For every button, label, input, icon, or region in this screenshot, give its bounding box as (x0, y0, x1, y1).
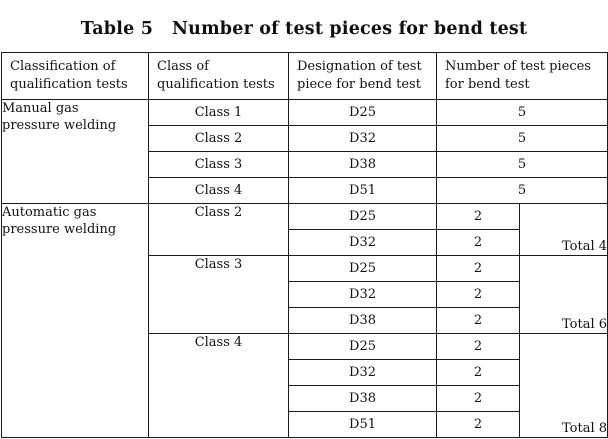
number-cell: 2 (437, 230, 520, 256)
designation-cell: D32 (289, 230, 437, 256)
header-classification-line1: Classification of (10, 59, 116, 74)
number-cell: 2 (437, 334, 520, 360)
number-cell: 5 (437, 152, 608, 178)
table-row (2, 204, 608, 230)
designation-cell: D38 (289, 386, 437, 412)
header-class-line1: Class of (157, 59, 209, 74)
designation-cell: D25 (289, 100, 437, 126)
category-automatic (2, 204, 149, 438)
designation-cell: D51 (289, 178, 437, 204)
class-cell: Class 2 (149, 204, 289, 256)
designation-cell: D25 (289, 256, 437, 282)
number-cell: 2 (437, 204, 520, 230)
class-cell: Class 2 (149, 126, 289, 152)
total-cell: Total 8 (520, 334, 608, 438)
class-cell: Class 4 (149, 334, 289, 438)
table-row (2, 100, 608, 126)
header-row (2, 53, 608, 100)
category-manual-line2: pressure welding (2, 118, 117, 133)
header-designation-line2: piece for bend test (297, 77, 421, 92)
class-cell: Class 1 (149, 100, 289, 126)
number-cell: 5 (437, 178, 608, 204)
header-number-line1: Number of test pieces (445, 59, 591, 74)
designation-cell: D32 (289, 360, 437, 386)
header-classification (2, 53, 149, 100)
designation-cell: D38 (289, 152, 437, 178)
header-class-line2: qualification tests (157, 77, 275, 92)
table-title: Table 5 Number of test pieces for bend test (80, 19, 528, 39)
class-cell: Class 4 (149, 178, 289, 204)
category-automatic-line2: pressure welding (2, 222, 117, 237)
designation-cell: D25 (289, 334, 437, 360)
designation-cell: D38 (289, 308, 437, 334)
designation-cell: D32 (289, 282, 437, 308)
number-cell: 5 (437, 100, 608, 126)
category-manual-line1: Manual gas (2, 101, 79, 116)
header-number-line2: for bend test (445, 77, 530, 92)
total-cell: Total 6 (520, 256, 608, 334)
number-cell: 2 (437, 308, 520, 334)
category-manual (2, 100, 149, 204)
number-cell: 2 (437, 256, 520, 282)
header-classification-line2: qualification tests (10, 77, 128, 92)
category-automatic-line1: Automatic gas (2, 205, 97, 220)
class-cell: Class 3 (149, 152, 289, 178)
header-designation (289, 53, 437, 100)
total-cell: Total 4 (520, 204, 608, 256)
number-cell: 2 (437, 412, 520, 438)
header-designation-line1: Designation of test (297, 59, 422, 74)
number-cell: 2 (437, 360, 520, 386)
header-class (149, 53, 289, 100)
designation-cell: D32 (289, 126, 437, 152)
class-cell: Class 3 (149, 256, 289, 334)
designation-cell: D51 (289, 412, 437, 438)
number-cell: 2 (437, 282, 520, 308)
bend-test-table (1, 52, 608, 438)
designation-cell: D25 (289, 204, 437, 230)
number-cell: 2 (437, 386, 520, 412)
number-cell: 5 (437, 126, 608, 152)
header-number (437, 53, 608, 100)
